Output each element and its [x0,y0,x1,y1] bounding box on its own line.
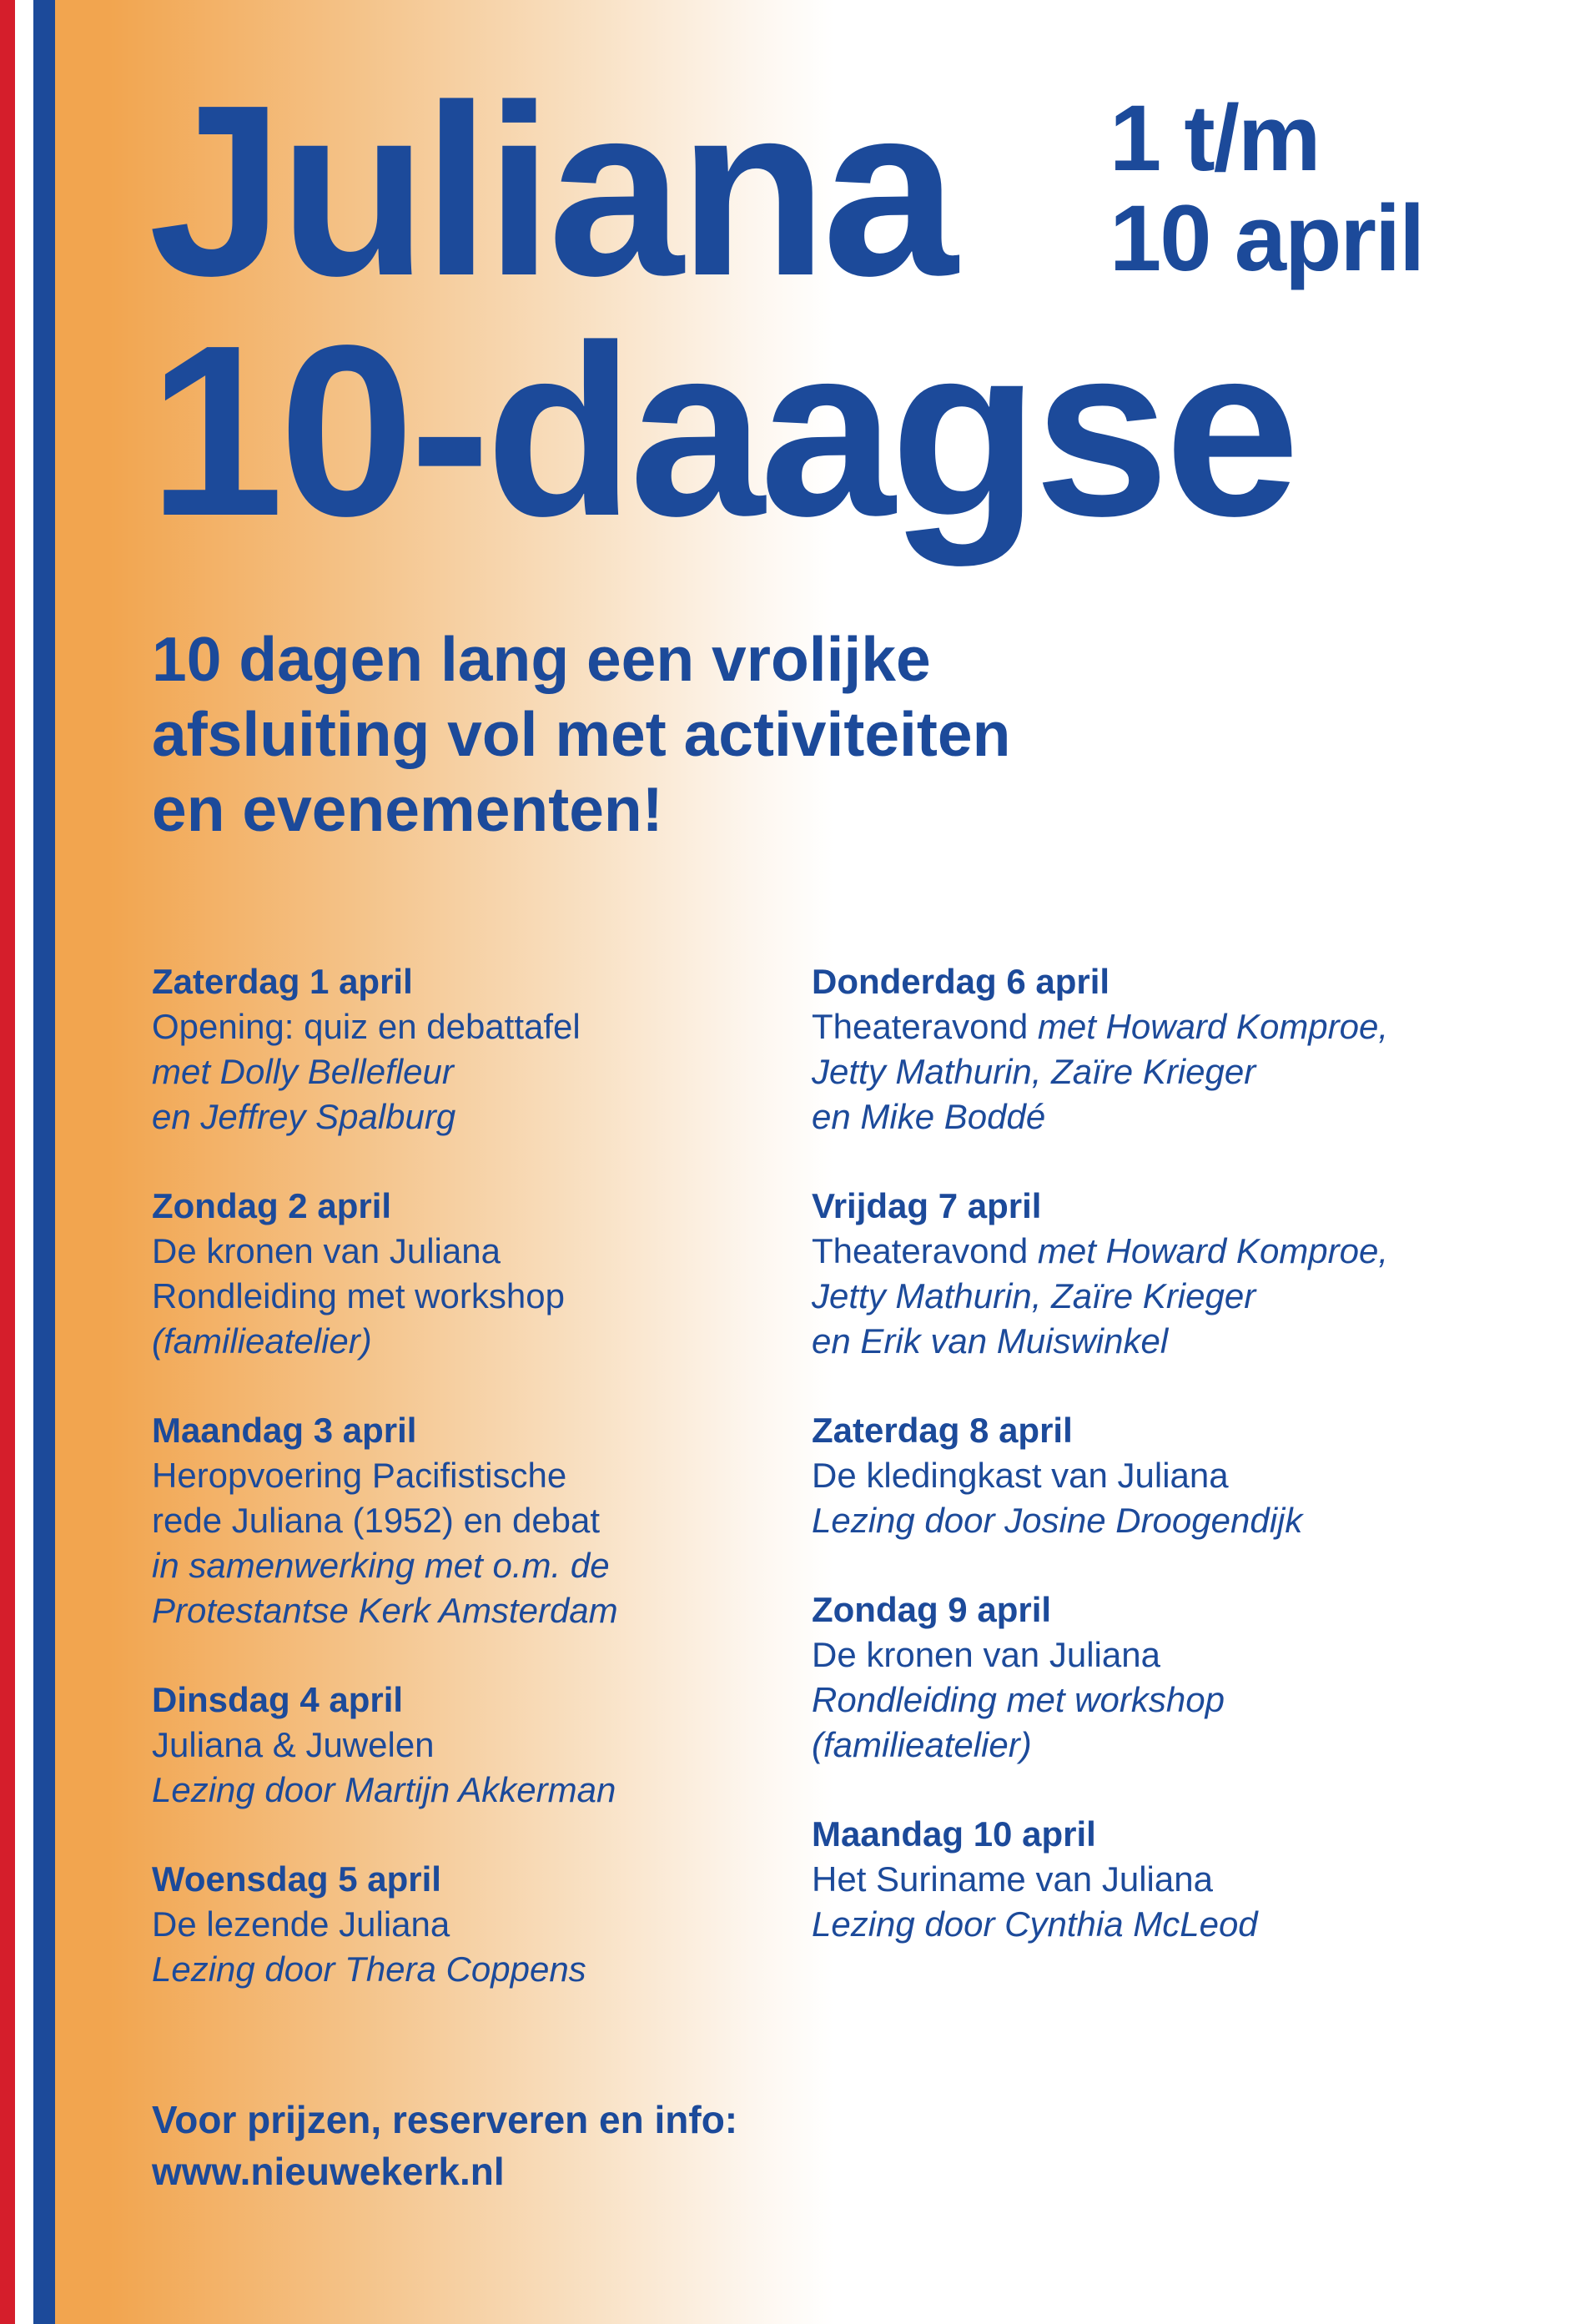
event-day: Dinsdag 4 april [152,1680,404,1719]
event-line: Rondleiding met workshop [812,1680,1225,1719]
event-line: en Jeffrey Spalburg [152,1097,456,1136]
date-range-line2: 10 april [1110,186,1424,290]
event-line: Heropvoering Pacifistische [152,1456,567,1495]
event-line [812,1229,1529,1274]
event-day: Zaterdag 1 april [152,962,413,1001]
event-day: Maandag 3 april [152,1411,417,1450]
event-line: De kronen van Juliana [152,1231,501,1270]
event-day: Zondag 9 april [812,1590,1052,1629]
program-column-right [812,959,1529,1991]
flag-stripe-blue [33,0,55,2324]
poster-title-line2: 10-daagse [148,294,1296,566]
flag-stripe-red [0,0,15,2324]
event-line-plain: Theateravond [812,1231,1038,1270]
event-line: De kronen van Juliana [812,1635,1160,1674]
event-line: Lezing door Martijn Akkerman [152,1770,616,1809]
event-item [152,1408,869,1633]
poster-title-line1: Juliana [148,54,954,326]
event-day: Donderdag 6 april [812,962,1110,1001]
event-day: Zaterdag 8 april [812,1411,1073,1450]
event-line: Juliana & Juwelen [152,1725,435,1764]
event-item [152,1184,869,1364]
flag-stripe-white [15,0,33,2324]
intro-line: 10 dagen lang een vrolijke [152,624,931,694]
event-line-plain: Theateravond [812,1007,1038,1046]
footer-info [152,2094,737,2197]
event-line: Rondleiding met workshop [152,1276,565,1315]
intro-line: afsluiting vol met activiteiten [152,699,1011,769]
event-line [812,1004,1529,1049]
event-item [812,1812,1529,1947]
event-line: Lezing door Thera Coppens [152,1949,586,1989]
event-line: (familieatelier) [812,1725,1032,1764]
event-day: Woensdag 5 april [152,1859,441,1899]
event-line: Jetty Mathurin, Zaïre Krieger [812,1052,1256,1091]
event-line: Opening: quiz en debattafel [152,1007,581,1046]
event-line: en Erik van Muiswinkel [812,1321,1169,1361]
event-line: Het Suriname van Juliana [812,1859,1213,1899]
intro-text [152,621,1487,847]
event-line: en Mike Boddé [812,1097,1046,1136]
event-line: met Dolly Bellefleur [152,1052,454,1091]
event-item [812,1408,1529,1543]
event-line-italic: met Howard Komproe, [1037,1231,1389,1270]
intro-line: en evenementen! [152,774,663,844]
program-column-left [152,959,869,2036]
event-line-italic: met Howard Komproe, [1037,1007,1389,1046]
event-line: rede Juliana (1952) en debat [152,1501,601,1540]
event-line: De kledingkast van Juliana [812,1456,1229,1495]
event-item [812,1587,1529,1768]
event-line: Lezing door Josine Droogendijk [812,1501,1303,1540]
event-item [812,1184,1529,1364]
event-item [152,959,869,1139]
event-line: Lezing door Cynthia McLeod [812,1904,1258,1944]
event-line: Jetty Mathurin, Zaïre Krieger [812,1276,1256,1315]
event-item [812,959,1529,1139]
event-line: in samenwerking met o.m. de [152,1546,610,1585]
event-line: (familieatelier) [152,1321,372,1361]
event-item [152,1678,869,1813]
date-range-line1: 1 t/m [1110,86,1320,190]
event-item [152,1857,869,1992]
event-line: Protestantse Kerk Amsterdam [152,1591,618,1630]
event-day: Zondag 2 april [152,1186,392,1225]
event-line: De lezende Juliana [152,1904,450,1944]
footer-text: Voor prijzen, reserveren en info: [152,2098,738,2141]
event-day: Vrijdag 7 april [812,1186,1042,1225]
event-day: Maandag 10 april [812,1814,1096,1854]
footer-url[interactable]: www.nieuwekerk.nl [152,2150,505,2193]
